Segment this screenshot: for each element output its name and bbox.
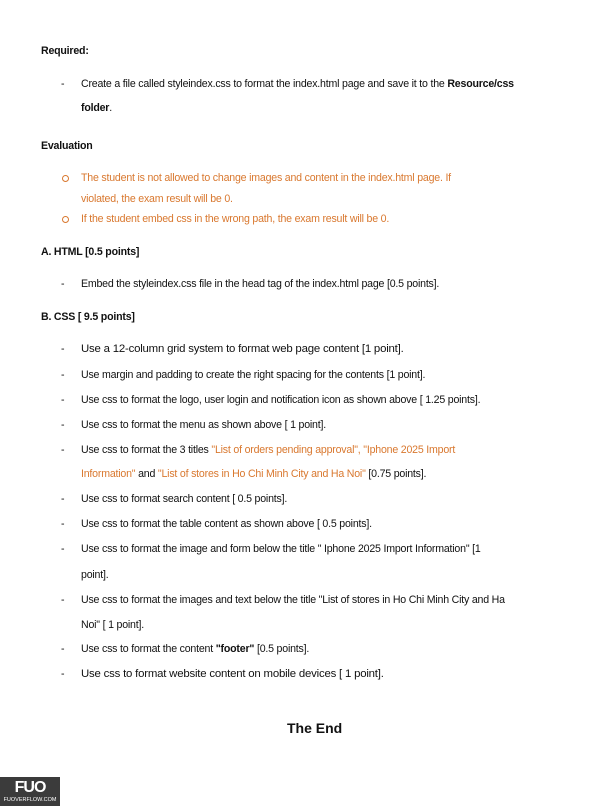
bullet-dash: -	[61, 594, 65, 606]
bullet-dash: -	[61, 78, 65, 90]
css-item: Use a 12-column grid system to format web page content [1 point].	[81, 343, 404, 355]
css-titles-item-cont	[81, 468, 426, 480]
css-titles-item	[81, 444, 455, 456]
required-item	[81, 78, 514, 90]
required-item-bold: Resource/css	[447, 78, 514, 90]
css-footer-item	[81, 643, 309, 655]
css-title-2: Information"	[81, 468, 136, 480]
logo-caption: FUOVERFLOW.COM	[3, 797, 57, 803]
evaluation-item: If the student embed css in the wrong path, the exam result will be 0.	[81, 213, 390, 225]
bullet-dash: -	[61, 369, 65, 381]
required-item-cont	[81, 102, 112, 114]
bullet-dash: -	[61, 394, 65, 406]
required-heading: Required:	[41, 45, 89, 57]
css-item: Use css to format website content on mobile devices [ 1 point].	[81, 668, 384, 680]
css-item: Use css to format the table content as shown above [ 0.5 points].	[81, 518, 372, 530]
html-section-item: Embed the styleindex.css file in the head tag of the index.html page [0.5 points].	[81, 278, 440, 290]
css-footer-points: [0.5 points].	[254, 643, 310, 655]
bullet-dash: -	[61, 668, 65, 680]
css-image-form-item: Use css to format the image and form below the title " Iphone 2025 Import Information" [1	[81, 543, 481, 555]
css-title-1: "List of orders pending approval", "Iphone 2025 Import	[211, 444, 456, 456]
bullet-dash: -	[61, 419, 65, 431]
html-section-heading: A. HTML [0.5 points]	[41, 246, 140, 258]
css-item: Use css to format the menu as shown above [ 1 point].	[81, 419, 326, 431]
required-item-cont-end: .	[109, 102, 112, 114]
css-item: Use margin and padding to create the right spacing for the contents [1 point].	[81, 369, 426, 381]
css-titles-points: [0.75 points].	[365, 468, 427, 480]
bullet-dash: -	[61, 518, 65, 530]
fuoverflow-logo	[0, 777, 60, 806]
required-item-cont-bold: folder	[81, 102, 110, 114]
css-image-form-item-cont: point].	[81, 569, 109, 581]
bullet-dash: -	[61, 444, 65, 456]
circle-bullet-icon	[62, 216, 69, 223]
evaluation-item: violated, the exam result will be 0.	[81, 193, 233, 205]
css-item: Use css to format search content [ 0.5 points].	[81, 493, 288, 505]
css-title-3: "List of stores in Ho Chi Minh City and Ha Noi"	[157, 468, 366, 480]
circle-bullet-icon	[62, 175, 69, 182]
css-section-heading: B. CSS [ 9.5 points]	[41, 311, 135, 323]
css-footer-text: Use css to format the content	[81, 643, 216, 655]
end-text: The End	[287, 720, 343, 736]
css-titles-text: Use css to format the 3 titles	[81, 444, 212, 456]
bullet-dash: -	[61, 493, 65, 505]
evaluation-heading: Evaluation	[41, 140, 93, 152]
bullet-dash: -	[61, 278, 65, 290]
evaluation-item: The student is not allowed to change images and content in the index.html page. If	[81, 172, 451, 184]
required-item-text: Create a file called styleindex.css to format the index.html page and save it to the	[81, 78, 448, 90]
css-item: Use css to format the logo, user login and notification icon as shown above [ 1.25 points].	[81, 394, 481, 406]
bullet-dash: -	[61, 543, 65, 555]
css-stores-item-cont: Noi" [ 1 point].	[81, 619, 144, 631]
logo-mark: FUO	[14, 779, 46, 796]
css-titles-and: and	[135, 468, 158, 480]
bullet-dash: -	[61, 643, 65, 655]
css-stores-item: Use css to format the images and text below the title "List of stores in Ho Chi Minh City and Ha	[81, 594, 505, 606]
css-footer-bold: "footer"	[215, 643, 255, 655]
bullet-dash: -	[61, 343, 65, 355]
